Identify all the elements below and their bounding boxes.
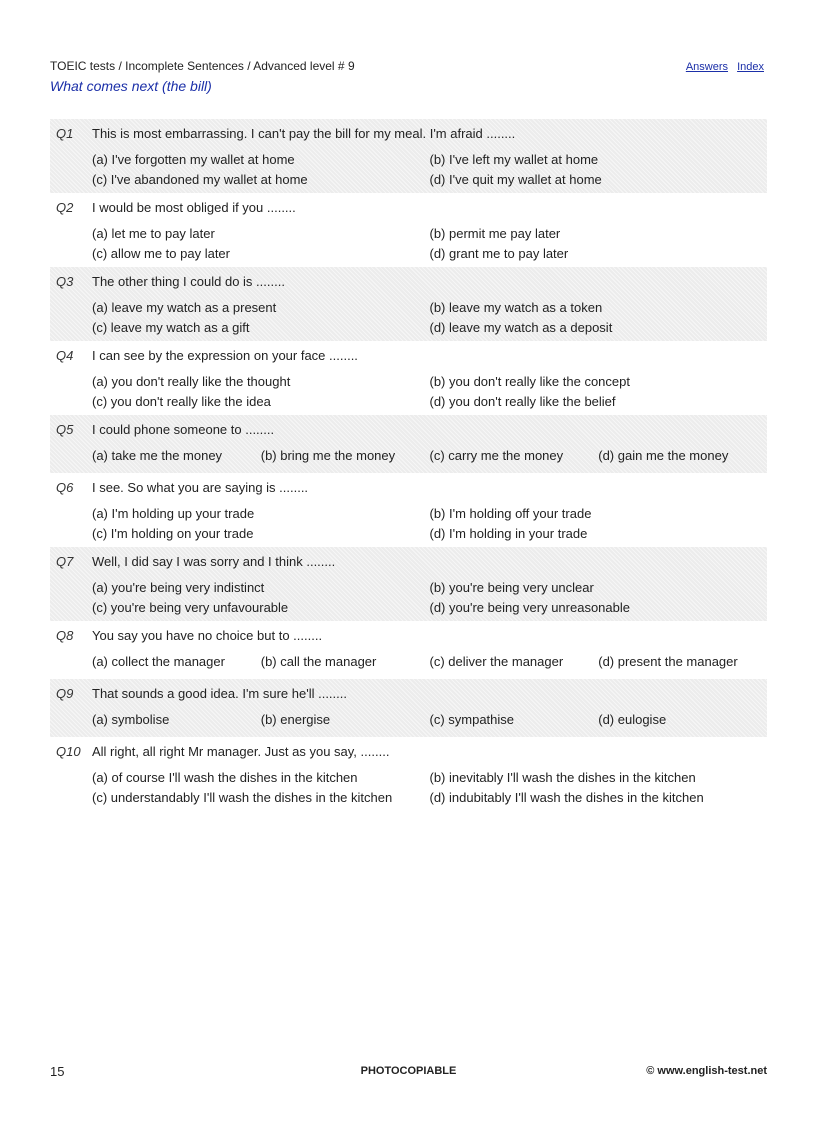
option-d[interactable]: (d) indubitably I'll wash the dishes in the kitchen: [429, 789, 704, 805]
answers-link[interactable]: Answers: [685, 61, 729, 73]
option-a[interactable]: (a) you're being very indistinct: [92, 579, 265, 595]
option-b[interactable]: (b) call the manager: [260, 653, 377, 669]
option-d[interactable]: (d) gain me the money: [598, 447, 729, 463]
option-a[interactable]: (a) you don't really like the thought: [92, 373, 291, 389]
question-number: Q8: [56, 627, 74, 643]
question-text: All right, all right Mr manager. Just as you say, ........: [92, 743, 390, 759]
question-2: [50, 193, 767, 267]
page-footer: [50, 1064, 767, 1080]
question-text: You say you have no choice but to ........: [92, 627, 323, 643]
question-number: Q5: [56, 421, 74, 437]
photocopiable-label: PHOTOCOPIABLE: [360, 1065, 457, 1077]
question-text: Well, I did say I was sorry and I think ........: [92, 553, 336, 569]
question-8: [50, 621, 767, 679]
option-a[interactable]: (a) symbolise: [92, 711, 170, 727]
question-1: [50, 119, 767, 193]
question-6: [50, 473, 767, 547]
option-b[interactable]: (b) bring me the money: [260, 447, 396, 463]
option-a[interactable]: (a) I'm holding up your trade: [92, 505, 255, 521]
option-c[interactable]: (c) understandably I'll wash the dishes in the kitchen: [92, 789, 393, 805]
option-b[interactable]: (b) inevitably I'll wash the dishes in the kitchen: [429, 769, 696, 785]
question-text: I see. So what you are saying is ........: [92, 479, 309, 495]
page-number: 15: [50, 1064, 65, 1079]
question-number: Q4: [56, 347, 74, 363]
question-9: [50, 679, 767, 737]
option-b[interactable]: (b) I've left my wallet at home: [429, 151, 599, 167]
option-b[interactable]: (b) you're being very unclear: [429, 579, 594, 595]
option-d[interactable]: (d) present the manager: [598, 653, 738, 669]
option-d[interactable]: (d) eulogise: [598, 711, 667, 727]
option-b[interactable]: (b) leave my watch as a token: [429, 299, 603, 315]
breadcrumb: TOEIC tests / Incomplete Sentences / Advanced level # 9: [50, 59, 355, 73]
option-a[interactable]: (a) let me to pay later: [92, 225, 215, 241]
question-number: Q9: [56, 685, 74, 701]
option-a[interactable]: (a) collect the manager: [92, 653, 225, 669]
question-text: That sounds a good idea. I'm sure he'll ........: [92, 685, 347, 701]
question-5: [50, 415, 767, 473]
question-text: This is most embarrassing. I can't pay the bill for my meal. I'm afraid ........: [92, 125, 516, 141]
top-links: [680, 61, 764, 73]
option-c[interactable]: (c) you're being very unfavourable: [92, 599, 289, 615]
option-c[interactable]: (c) I've abandoned my wallet at home: [92, 171, 308, 187]
option-a[interactable]: (a) leave my watch as a present: [92, 299, 277, 315]
option-c[interactable]: (c) carry me the money: [429, 447, 564, 463]
question-10: [50, 737, 767, 811]
option-d[interactable]: (d) you don't really like the belief: [429, 393, 616, 409]
option-d[interactable]: (d) leave my watch as a deposit: [429, 319, 613, 335]
option-d[interactable]: (d) grant me to pay later: [429, 245, 569, 261]
option-d[interactable]: (d) I've quit my wallet at home: [429, 171, 602, 187]
option-a[interactable]: (a) of course I'll wash the dishes in the kitchen: [92, 769, 358, 785]
question-4: [50, 341, 767, 415]
question-text: I would be most obliged if you ........: [92, 199, 296, 215]
copyright: © www.english-test.net: [646, 1065, 767, 1077]
question-number: Q3: [56, 273, 74, 289]
option-d[interactable]: (d) I'm holding in your trade: [429, 525, 588, 541]
question-text: I can see by the expression on your face ........: [92, 347, 358, 363]
question-number: Q10: [56, 743, 81, 759]
question-list: [50, 119, 767, 811]
question-text: I could phone someone to ........: [92, 421, 275, 437]
question-number: Q1: [56, 125, 74, 141]
question-number: Q6: [56, 479, 74, 495]
index-link[interactable]: Index: [737, 61, 764, 73]
option-c[interactable]: (c) leave my watch as a gift: [92, 319, 250, 335]
option-c[interactable]: (c) I'm holding on your trade: [92, 525, 254, 541]
page-title: What comes next (the bill): [50, 78, 212, 94]
question-7: [50, 547, 767, 621]
option-c[interactable]: (c) allow me to pay later: [92, 245, 230, 261]
option-b[interactable]: (b) energise: [260, 711, 331, 727]
option-a[interactable]: (a) take me the money: [92, 447, 223, 463]
question-text: The other thing I could do is ........: [92, 273, 285, 289]
question-number: Q7: [56, 553, 74, 569]
option-b[interactable]: (b) you don't really like the concept: [429, 373, 630, 389]
option-d[interactable]: (d) you're being very unreasonable: [429, 599, 630, 615]
option-c[interactable]: (c) deliver the manager: [429, 653, 564, 669]
question-number: Q2: [56, 199, 74, 215]
option-a[interactable]: (a) I've forgotten my wallet at home: [92, 151, 295, 167]
option-b[interactable]: (b) I'm holding off your trade: [429, 505, 592, 521]
option-c[interactable]: (c) sympathise: [429, 711, 515, 727]
question-3: [50, 267, 767, 341]
option-c[interactable]: (c) you don't really like the idea: [92, 393, 271, 409]
option-b[interactable]: (b) permit me pay later: [429, 225, 561, 241]
